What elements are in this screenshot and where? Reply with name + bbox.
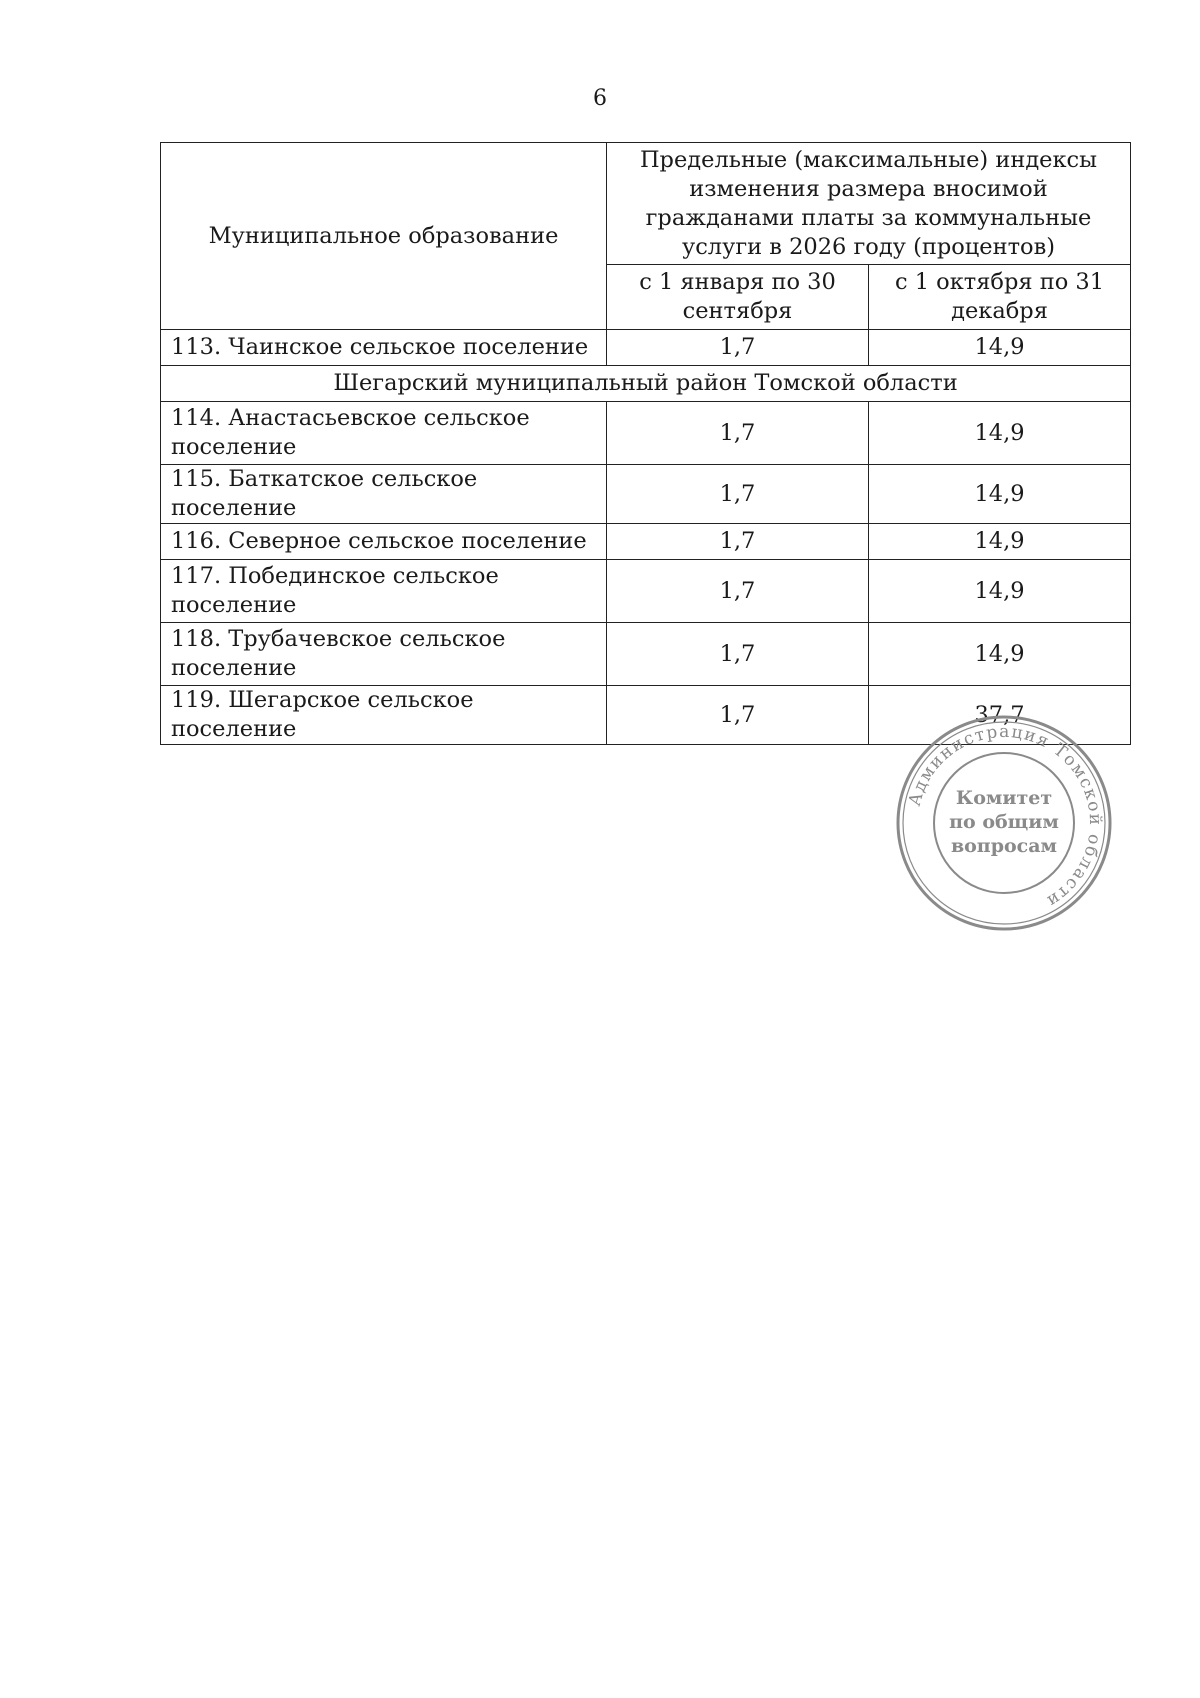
- row-name: 118. Трубачевское сельское поселение: [161, 623, 607, 686]
- header-municipality: Муниципальное образование: [161, 143, 607, 330]
- row-value-period-1: 1,7: [607, 402, 869, 465]
- row-value-period-2: 37,7: [869, 686, 1131, 745]
- header-period-2: с 1 октября по 31 декабря: [869, 265, 1131, 330]
- row-value-period-2: 14,9: [869, 402, 1131, 465]
- table-row: [161, 623, 1131, 686]
- stamp-seal-icon: [893, 712, 1115, 934]
- header-period-1: с 1 января по 30 сентября: [607, 265, 869, 330]
- row-value-period-2: 14,9: [869, 465, 1131, 524]
- row-name: 115. Баткатское сельское поселение: [161, 465, 607, 524]
- page-number: 6: [593, 86, 607, 111]
- row-name: 114. Анастасьевское сельское поселение: [161, 402, 607, 465]
- index-table: [160, 142, 1131, 745]
- row-value-period-2: 14,9: [869, 330, 1131, 366]
- row-value-period-2: 14,9: [869, 623, 1131, 686]
- table-row: [161, 524, 1131, 560]
- row-value-period-1: 1,7: [607, 623, 869, 686]
- table-row: [161, 465, 1131, 524]
- table-row: [161, 402, 1131, 465]
- official-stamp: [893, 712, 1115, 934]
- row-value-period-2: 14,9: [869, 560, 1131, 623]
- table-row: [161, 560, 1131, 623]
- table-row: [161, 330, 1131, 366]
- district-row: [161, 366, 1131, 402]
- row-value-period-1: 1,7: [607, 524, 869, 560]
- row-value-period-1: 1,7: [607, 330, 869, 366]
- row-value-period-2: 14,9: [869, 524, 1131, 560]
- row-value-period-1: 1,7: [607, 560, 869, 623]
- district-heading: Шегарский муниципальный район Томской области: [161, 366, 1131, 402]
- header-index-title: Предельные (максимальные) индексы изменения размера вносимой гражданами платы за коммунальные услуги в 2026 году (процентов): [607, 143, 1131, 265]
- row-name: 113. Чаинское сельское поселение: [161, 330, 607, 366]
- stamp-center-line-3: вопросам: [950, 835, 1058, 857]
- stamp-center-line-1: Комитет: [955, 787, 1053, 809]
- row-value-period-1: 1,7: [607, 686, 869, 745]
- row-name: 116. Северное сельское поселение: [161, 524, 607, 560]
- stamp-center-line-2: по общим: [949, 811, 1059, 833]
- row-value-period-1: 1,7: [607, 465, 869, 524]
- row-name: 119. Шегарское сельское поселение: [161, 686, 607, 745]
- row-name: 117. Побединское сельское поселение: [161, 560, 607, 623]
- stamp-ring-text: Администрация Томской области: [904, 721, 1106, 912]
